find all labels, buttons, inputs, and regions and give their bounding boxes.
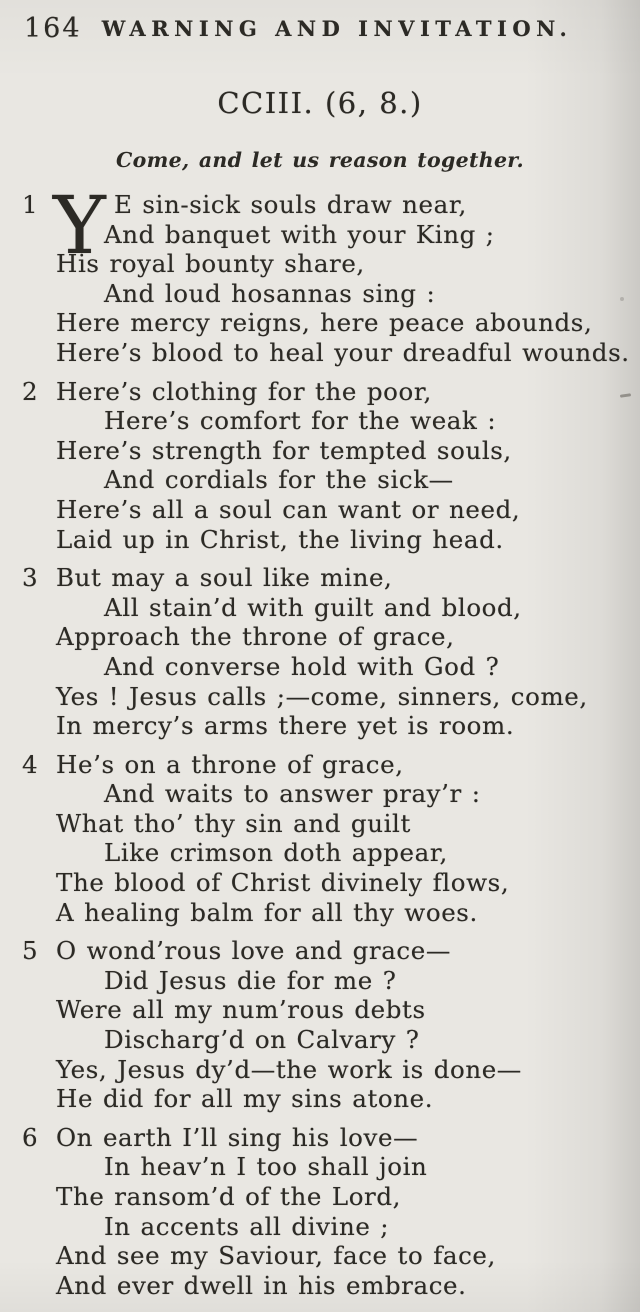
verse-line: And waits to answer pray’r :: [104, 779, 481, 809]
verse-line: He did for all my sins atone.: [56, 1084, 434, 1114]
verse-line: Here’s clothing for the poor,: [56, 376, 432, 406]
verse-line: Here’s comfort for the weak :: [104, 406, 497, 436]
page-number: 164: [24, 13, 82, 44]
verse-line: Here’s strength for tempted souls,: [56, 435, 512, 465]
verse-line: O wond’rous love and grace—: [56, 936, 451, 966]
running-head: [0, 0, 640, 50]
verse-line: In mercy’s arms there yet is room.: [56, 711, 515, 741]
verse-line: Approach the throne of grace,: [56, 622, 455, 652]
dropcap-initial: Y: [53, 179, 106, 272]
verse-line: And converse hold with God ?: [104, 651, 500, 681]
verse-line: Did Jesus die for me ?: [104, 965, 397, 995]
verse-line: Here’s all a soul can want or need,: [56, 494, 521, 524]
hymn-number-title: CCIII. (6, 8.): [217, 86, 423, 120]
verse-line: Laid up in Christ, the living head.: [56, 524, 504, 554]
verse-line: In heav’n I too shall join: [104, 1152, 428, 1182]
stanza: [22, 563, 634, 741]
verse-line: And cordials for the sick—: [104, 465, 454, 495]
verse-line: But may a soul like mine,: [56, 563, 393, 593]
stanza-number: 2: [22, 376, 38, 406]
verse-line: Yes, Jesus dy’d—the work is done—: [56, 1054, 522, 1084]
verse-line: The blood of Christ divinely flows,: [56, 868, 510, 898]
stanza: [22, 750, 634, 928]
epigraph: Come, and let us reason together.: [116, 148, 524, 172]
running-header-title: WARNING AND INVITATION.: [101, 16, 573, 41]
verse-line: Like crimson doth appear,: [104, 838, 448, 868]
stanza-number: 4: [22, 749, 38, 779]
verse-line: Discharg’d on Calvary ?: [104, 1025, 420, 1055]
stanza-number: 6: [22, 1122, 38, 1152]
verse-line: Were all my num’rous debts: [56, 995, 426, 1025]
verse-line: In accents all divine ;: [104, 1211, 390, 1241]
verse-line: And banquet with your King ;: [104, 219, 495, 249]
verse-line: Here’s blood to heal your dreadful wounds.: [56, 337, 630, 367]
verse-line: E sin-sick souls draw near,: [114, 190, 467, 219]
verse-line: And see my Saviour, face to face,: [56, 1241, 496, 1271]
stanza: [22, 1123, 634, 1301]
verse-line: Yes ! Jesus calls ;—come, sinners, come,: [56, 681, 588, 711]
hymn-verses: [0, 172, 640, 1300]
stanza-number: 1: [22, 190, 38, 219]
stanza: [22, 936, 634, 1114]
verse-line: Here mercy reigns, here peace abounds,: [56, 308, 593, 338]
verse-line: His royal bounty share,: [56, 249, 365, 279]
stanza: [22, 377, 634, 555]
verse-line: He’s on a throne of grace,: [56, 749, 404, 779]
verse-line: A healing balm for all thy woes.: [56, 897, 478, 927]
verse-line: And ever dwell in his embrace.: [56, 1270, 467, 1300]
verse-line: The ransom’d of the Lord,: [56, 1182, 402, 1211]
verse-line: And loud hosannas sing :: [104, 278, 436, 308]
stanza: [22, 179, 634, 368]
stanza-number: 5: [22, 936, 38, 966]
stanza-number: 3: [22, 563, 38, 593]
verse-line: On earth I’ll sing his love—: [56, 1122, 419, 1152]
verse-line: All stain’d with guilt and blood,: [104, 592, 522, 622]
verse-line: What tho’ thy sin and guilt: [56, 808, 411, 838]
scan-artifact: [620, 297, 624, 301]
